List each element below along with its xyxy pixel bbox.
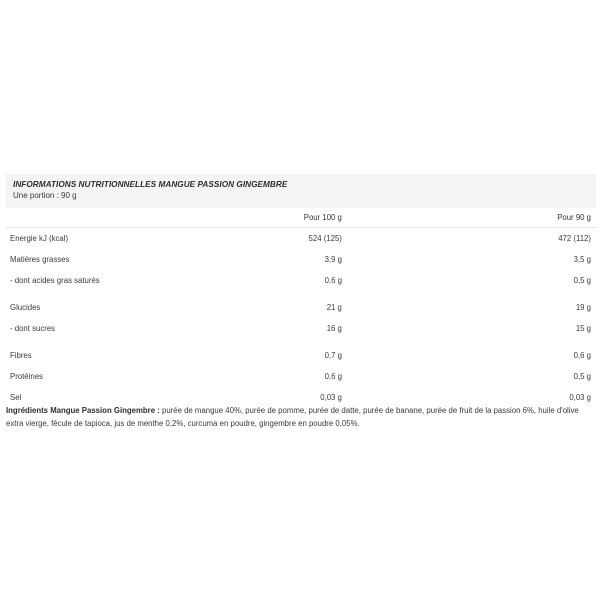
table-row <box>6 345 596 366</box>
value-per-90g: 3,5 g <box>573 255 591 264</box>
ingredients-text: purée de mangue 40%, purée de pomme, purée de datte, purée de banane, purée de fruit de la passion 6%, huile d'olive extra vierge, fécule de tapioca, jus de menthe 0,2%, curcuma en poudre, gingembre en poudre 0,05%. <box>6 406 579 428</box>
row-label: Fibres <box>10 351 32 360</box>
row-label: Energie kJ (kcal) <box>10 234 69 243</box>
row-label: Glucides <box>10 303 41 312</box>
table-header-row <box>6 208 596 228</box>
value-per-100g: 524 (125) <box>308 234 342 243</box>
column-header-nutrient <box>6 208 210 228</box>
value-per-100g: 0,7 g <box>324 351 342 360</box>
value-per-100g: 0,6 g <box>324 372 342 381</box>
value-per-100g: 0,6 g <box>324 276 342 285</box>
value-per-100g: 0,03 g <box>320 393 342 402</box>
ingredients-paragraph <box>6 405 596 430</box>
nutrition-table <box>6 208 596 408</box>
nutrition-title: INFORMATIONS NUTRITIONNELLES MANGUE PASSION GINGEMBRE <box>13 180 288 189</box>
table-row <box>6 366 596 387</box>
row-label: Sel <box>10 393 22 402</box>
nutrition-panel <box>6 174 596 408</box>
table-row <box>6 228 596 250</box>
value-per-100g: 16 g <box>326 324 342 333</box>
value-per-90g: 0,5 g <box>573 372 591 381</box>
value-per-90g: 15 g <box>575 324 591 333</box>
row-label: - dont sucres <box>10 324 56 333</box>
value-per-90g: 472 (112) <box>558 234 591 243</box>
table-row <box>6 318 596 339</box>
table-row <box>6 249 596 270</box>
value-per-90g: 0,03 g <box>569 393 591 402</box>
portion-size: Une portion : 90 g <box>13 191 77 200</box>
column-header-per-90g: Pour 90 g <box>542 208 596 228</box>
value-per-90g: 19 g <box>575 303 591 312</box>
value-per-100g: 21 g <box>326 303 342 312</box>
value-per-90g: 0,6 g <box>573 351 591 360</box>
ingredients-label: Ingrédients Mangue Passion Gingembre : <box>6 406 160 415</box>
row-label: Matières grasses <box>10 255 70 264</box>
value-per-90g: 0,5 g <box>573 276 591 285</box>
row-label: - dont acides gras saturés <box>10 276 100 285</box>
row-label: Protéines <box>10 372 43 381</box>
table-row <box>6 297 596 318</box>
table-row <box>6 270 596 291</box>
column-header-per-100g: Pour 100 g <box>210 208 542 228</box>
value-per-100g: 3,9 g <box>324 255 342 264</box>
nutrition-header <box>6 174 596 208</box>
